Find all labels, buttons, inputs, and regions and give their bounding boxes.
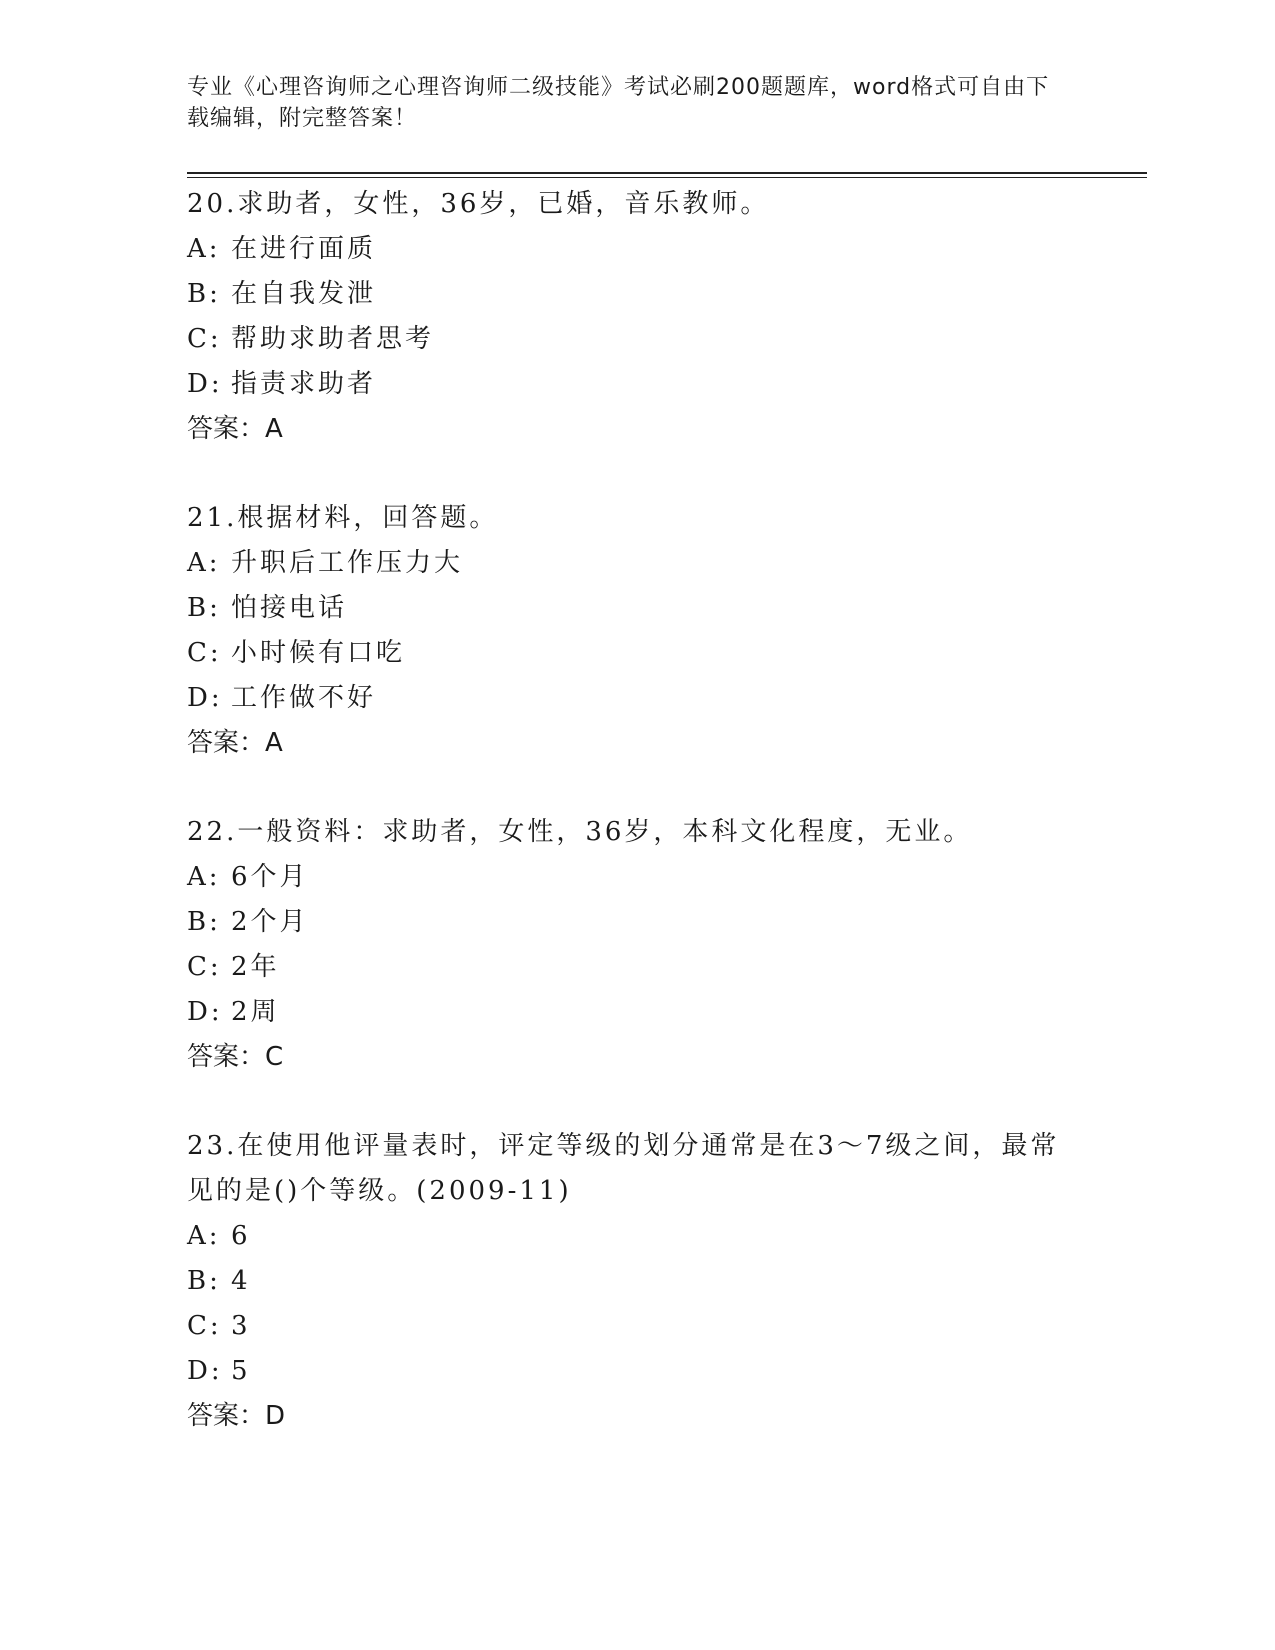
question-stem: 22.一般资料：求助者，女性，36岁，本科文化程度，无业。: [187, 817, 973, 847]
answer-line: 答案：A: [187, 414, 283, 444]
option-text: 2年: [231, 952, 280, 982]
answer-line: 答案：A: [187, 728, 283, 758]
option-key: A:: [187, 548, 221, 578]
option-b: [187, 272, 1147, 317]
option-d: [187, 362, 1147, 407]
document-header: 专业《心理咨询师之心理咨询师二级技能》考试必刷200题题库，word格式可自由下载编辑，附完整答案！: [187, 75, 1050, 131]
option-text: 2个月: [231, 907, 309, 937]
option-key: C:: [187, 638, 222, 668]
option-key: D:: [187, 683, 223, 713]
answer-line: 答案：C: [187, 1042, 284, 1072]
option-key: C:: [187, 952, 222, 982]
option-text: 3: [231, 1311, 251, 1341]
option-key: C:: [187, 1311, 222, 1341]
option-c: [187, 317, 1147, 362]
option-b: [187, 1259, 1147, 1304]
option-text: 指责求助者: [231, 369, 377, 399]
option-c: [187, 631, 1147, 676]
option-text: 帮助求助者思考: [231, 324, 435, 354]
option-a: [187, 227, 1147, 272]
option-text: 怕接电话: [231, 593, 348, 623]
option-key: B:: [187, 279, 221, 309]
option-c: [187, 945, 1147, 990]
option-key: D:: [187, 1356, 223, 1386]
option-text: 5: [231, 1356, 251, 1386]
option-d: [187, 676, 1147, 721]
option-key: D:: [187, 997, 223, 1027]
option-d: [187, 990, 1147, 1035]
question-22: [187, 810, 1147, 1080]
option-text: 在自我发泄: [231, 279, 377, 309]
question-stem: 20.求助者，女性，36岁，已婚，音乐教师。: [187, 189, 770, 219]
option-key: A:: [187, 1221, 221, 1251]
option-a: [187, 541, 1147, 586]
question-list: [187, 182, 1147, 1439]
option-a: [187, 1214, 1147, 1259]
question-stem: 23.在使用他评量表时，评定等级的划分通常是在3～7级之间，最常见的是()个等级。(2009-11): [187, 1131, 1060, 1206]
option-text: 4: [231, 1266, 251, 1296]
option-text: 工作做不好: [231, 683, 377, 713]
option-text: 6个月: [231, 862, 309, 892]
option-key: C:: [187, 324, 222, 354]
option-key: B:: [187, 1266, 221, 1296]
question-21: [187, 496, 1147, 766]
answer-line: 答案：D: [187, 1401, 286, 1431]
question-stem: 21.根据材料，回答题。: [187, 503, 499, 533]
option-key: A:: [187, 234, 221, 264]
option-text: 升职后工作压力大: [231, 548, 464, 578]
option-text: 在进行面质: [231, 234, 377, 264]
option-key: B:: [187, 907, 221, 937]
option-key: D:: [187, 369, 223, 399]
option-c: [187, 1304, 1147, 1349]
document-page: [187, 72, 1147, 1483]
option-b: [187, 900, 1147, 945]
option-b: [187, 586, 1147, 631]
option-key: A:: [187, 862, 221, 892]
question-20: [187, 182, 1147, 452]
option-key: B:: [187, 593, 221, 623]
question-23: [187, 1124, 1147, 1439]
option-text: 小时候有口吃: [231, 638, 406, 668]
header-divider: [187, 172, 1147, 174]
option-d: [187, 1349, 1147, 1394]
option-text: 2周: [231, 997, 280, 1027]
option-a: [187, 855, 1147, 900]
option-text: 6: [231, 1221, 251, 1251]
